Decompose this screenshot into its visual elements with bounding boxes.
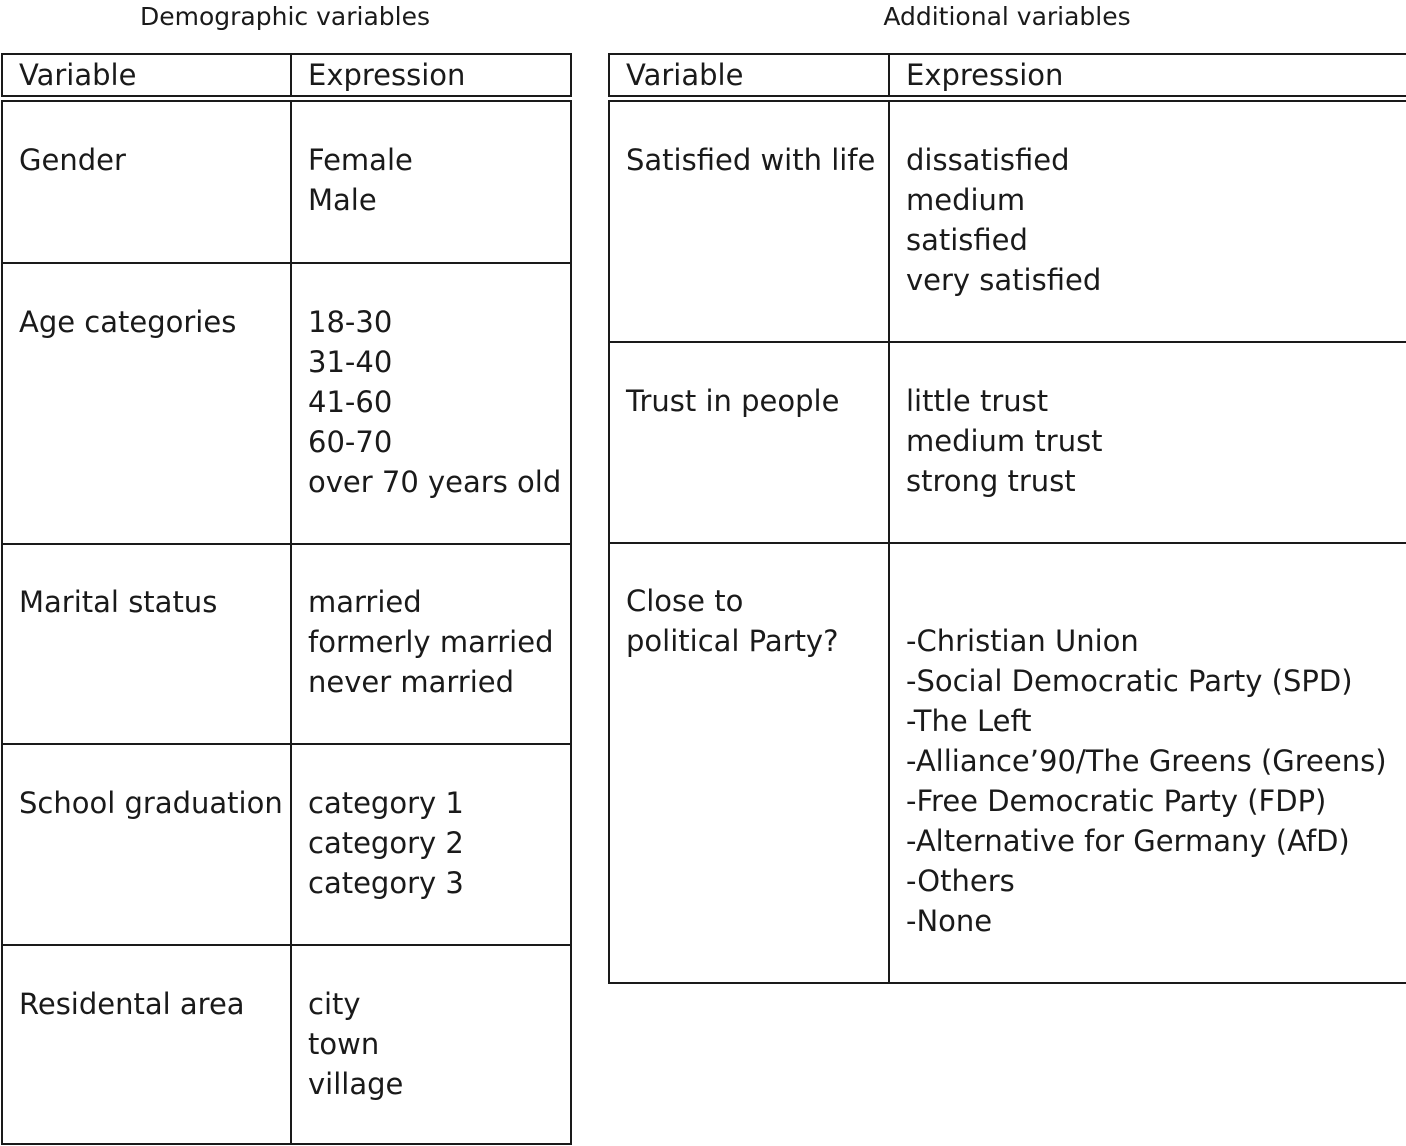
variable-text: Age categories	[19, 305, 237, 339]
expression-item: city	[308, 987, 361, 1021]
variable-cell	[609, 101, 889, 342]
expression-cell	[291, 945, 571, 1144]
expression-item: category 1	[308, 786, 464, 820]
expression-item: category 2	[308, 826, 464, 860]
expression-item: strong trust	[906, 464, 1076, 498]
table-row	[2, 945, 571, 1144]
expression-cell	[291, 544, 571, 744]
expression-cell	[291, 101, 571, 263]
header-row	[609, 54, 1406, 96]
variable-cell	[2, 101, 291, 263]
variable-text: Trust in people	[626, 384, 840, 418]
expression-item: medium trust	[906, 424, 1103, 458]
expression-item: satisfied	[906, 223, 1028, 257]
expression-item: very satisfied	[906, 263, 1102, 297]
expression-item: -Others	[906, 864, 1015, 898]
expression-item: -Social Democratic Party (SPD)	[906, 664, 1353, 698]
table-row	[609, 101, 1406, 342]
additional-table	[608, 100, 1406, 984]
variable-text: Residental area	[19, 987, 245, 1021]
additional-header-table	[608, 53, 1406, 97]
expression-cell	[889, 101, 1406, 342]
expression-item: formerly married	[308, 625, 554, 659]
header-expression: Expression	[889, 54, 1406, 96]
variable-cell	[2, 744, 291, 945]
table-row	[2, 263, 571, 544]
variable-cell	[2, 945, 291, 1144]
variable-text: Gender	[19, 143, 126, 177]
variable-text: political Party?	[626, 624, 839, 658]
expression-item: 60-70	[308, 425, 393, 459]
expression-item: -Alliance’90/The Greens (Greens)	[906, 744, 1387, 778]
additional-caption: Additional variables	[883, 2, 1131, 31]
expression-item: 18-30	[308, 305, 393, 339]
expression-item: -Alternative for Germany (AfD)	[906, 824, 1350, 858]
variable-text: Satisfied with life	[626, 143, 876, 177]
expression-item: -None	[906, 904, 993, 938]
expression-cell	[291, 744, 571, 945]
table-row	[2, 101, 571, 263]
expression-item: village	[308, 1067, 404, 1101]
expression-item: -The Left	[906, 704, 1032, 738]
expression-item: dissatisfied	[906, 143, 1070, 177]
expression-item: over 70 years old	[308, 465, 562, 499]
table-row	[609, 543, 1406, 983]
variable-cell	[2, 544, 291, 744]
variable-cell	[609, 342, 889, 543]
demographic-table	[1, 100, 572, 1145]
variable-cell	[609, 543, 889, 983]
expression-item: 31-40	[308, 345, 393, 379]
header-variable: Variable	[2, 54, 291, 96]
header-expression: Expression	[291, 54, 571, 96]
expression-item: little trust	[906, 384, 1049, 418]
expression-item: Female	[308, 143, 413, 177]
expression-item: never married	[308, 665, 515, 699]
expression-cell	[291, 263, 571, 544]
expression-item: married	[308, 585, 422, 619]
expression-item: medium	[906, 183, 1026, 217]
table-row	[2, 744, 571, 945]
expression-cell	[889, 543, 1406, 983]
expression-item: 41-60	[308, 385, 393, 419]
variable-text: Marital status	[19, 585, 218, 619]
table-row	[609, 342, 1406, 543]
expression-item: -Christian Union	[906, 624, 1139, 658]
expression-item: category 3	[308, 866, 464, 900]
expression-cell	[889, 342, 1406, 543]
variable-cell	[2, 263, 291, 544]
variable-text: Close to	[626, 584, 744, 618]
demographic-caption: Demographic variables	[140, 2, 430, 31]
header-row	[2, 54, 571, 96]
expression-item: town	[308, 1027, 380, 1061]
table-row	[2, 544, 571, 744]
header-variable: Variable	[609, 54, 889, 96]
variable-text: School graduation	[19, 786, 283, 820]
demographic-header-table	[1, 53, 572, 97]
expression-item: Male	[308, 183, 377, 217]
expression-item: -Free Democratic Party (FDP)	[906, 784, 1327, 818]
